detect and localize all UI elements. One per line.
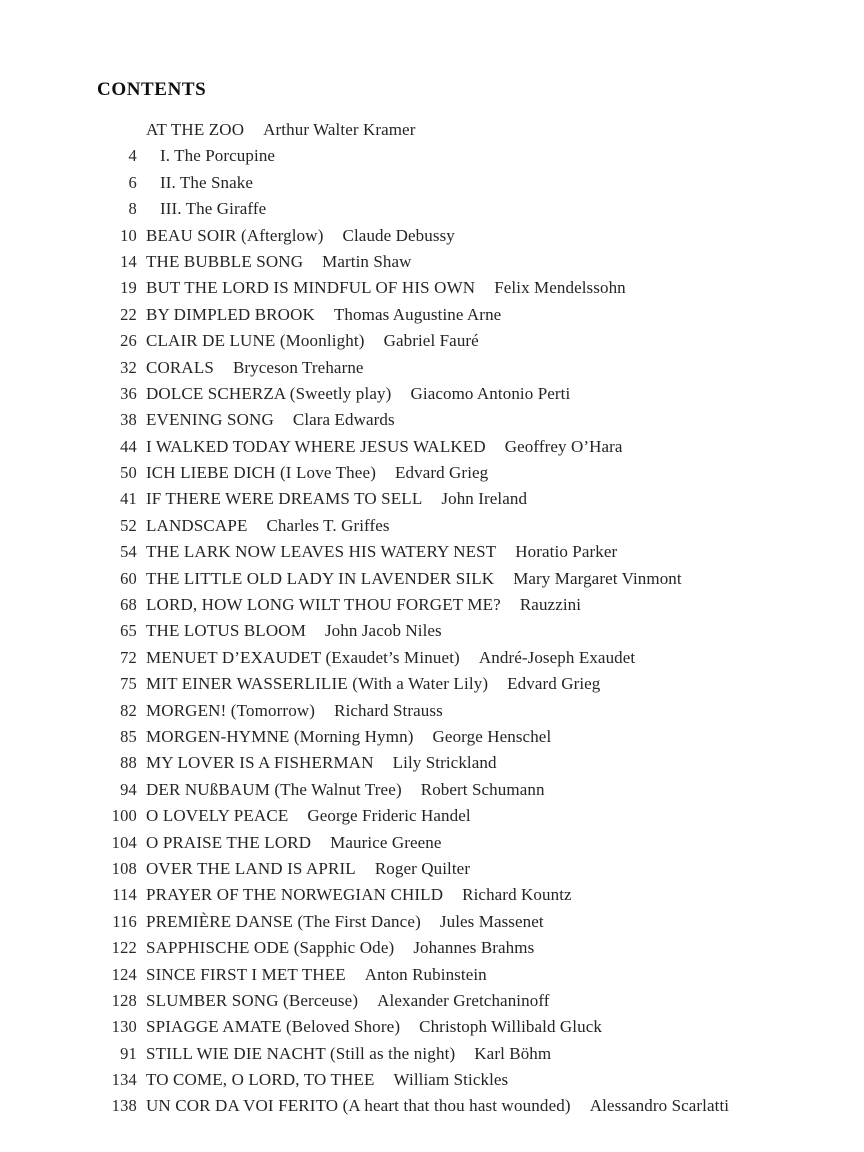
toc-entry-body <box>137 962 864 988</box>
toc-entry-composer: Jules Massenet <box>439 911 544 931</box>
toc-page-number: 38 <box>120 410 137 430</box>
toc-entry-body <box>137 882 864 908</box>
toc-entry-composer: Karl Böhm <box>474 1043 552 1063</box>
toc-entry-title: EVENING SONG <box>146 410 274 430</box>
toc-entry-title: I WALKED TODAY WHERE JESUS WALKED <box>146 436 486 456</box>
toc-entry-composer: Martin Shaw <box>322 251 412 271</box>
toc-entry-body <box>137 909 864 935</box>
toc-entry-composer: Arthur Walter Kramer <box>263 120 416 139</box>
toc-page-number: 104 <box>111 832 137 852</box>
toc-entry-body <box>137 223 864 249</box>
toc-entry-body <box>137 381 864 407</box>
toc-page-number: 60 <box>120 568 137 588</box>
toc-entry-title: THE BUBBLE SONG <box>146 251 304 271</box>
toc-page-number: 6 <box>128 172 137 192</box>
toc-entry[interactable] <box>0 724 864 750</box>
page-title: CONTENTS <box>97 79 207 100</box>
toc-entry-body <box>137 249 864 275</box>
toc-page-number: 122 <box>111 938 137 958</box>
toc-entry[interactable] <box>0 830 864 856</box>
toc-entry-body <box>137 302 864 328</box>
toc-entry[interactable] <box>0 407 864 433</box>
toc-page-number: 44 <box>120 436 137 456</box>
toc-entry-title: STILL WIE DIE NACHT (Still as the night) <box>146 1043 456 1063</box>
toc-entry-composer: Claude Debussy <box>342 225 455 245</box>
toc-entry-title: OVER THE LAND IS APRIL <box>146 858 356 878</box>
toc-page-number: 138 <box>111 1096 137 1116</box>
toc-entry-composer: Lily Strickland <box>392 753 497 773</box>
toc-entry-body <box>137 1014 864 1040</box>
toc-page-number: 134 <box>111 1070 137 1090</box>
toc-entry[interactable] <box>0 486 864 512</box>
toc-entry-body <box>137 618 864 644</box>
toc-entry-title: I. The Porcupine <box>160 146 276 166</box>
toc-page-number: 52 <box>120 515 137 535</box>
toc-entry-title: II. The Snake <box>160 172 254 192</box>
toc-entry-title: SLUMBER SONG (Berceuse) <box>146 990 359 1010</box>
toc-entry[interactable] <box>0 434 864 460</box>
toc-entry-title: THE LARK NOW LEAVES HIS WATERY NEST <box>146 542 497 562</box>
table-of-contents-list <box>0 117 864 1120</box>
toc-entry-composer: Horatio Parker <box>515 542 618 562</box>
toc-entry-composer: Anton Rubinstein <box>364 964 487 984</box>
toc-entry-title: LANDSCAPE <box>146 515 248 535</box>
toc-entry-title: MORGEN! (Tomorrow) <box>146 700 316 720</box>
toc-entry-composer: Mary Margaret Vinmont <box>513 568 682 588</box>
toc-page-number: 26 <box>120 331 137 351</box>
toc-entry-composer: Robert Schumann <box>420 779 545 799</box>
toc-entry[interactable] <box>0 460 864 486</box>
toc-page-number: 130 <box>111 1017 137 1037</box>
toc-entry[interactable] <box>0 302 864 328</box>
toc-entry-body <box>137 355 864 381</box>
toc-entry-body <box>137 1067 864 1093</box>
toc-entry[interactable] <box>0 355 864 381</box>
toc-entry-body <box>137 803 864 829</box>
toc-entry-title: ICH LIEBE DICH (I Love Thee) <box>146 463 377 483</box>
toc-entry-title: IF THERE WERE DREAMS TO SELL <box>146 489 423 509</box>
toc-page-number: 22 <box>120 304 137 324</box>
toc-entry[interactable] <box>0 1041 864 1067</box>
toc-entry-title: III. The Giraffe <box>160 199 267 219</box>
toc-entry-title: PRAYER OF THE NORWEGIAN CHILD <box>146 885 444 905</box>
toc-entry[interactable] <box>0 539 864 565</box>
toc-page-number: 4 <box>128 146 137 166</box>
toc-entry-body <box>137 645 864 671</box>
toc-entry-composer: Christoph Willibald Gluck <box>419 1017 602 1037</box>
toc-page-number: 88 <box>120 753 137 773</box>
toc-entry-body <box>137 460 864 486</box>
toc-page-number: 85 <box>120 726 137 746</box>
toc-entry-title: MIT EINER WASSERLILIE (With a Water Lily) <box>146 674 489 694</box>
toc-entry-body <box>137 566 864 592</box>
toc-entry-title: PREMIÈRE DANSE (The First Dance) <box>146 911 421 931</box>
toc-entry[interactable] <box>0 381 864 407</box>
toc-page-number: 94 <box>120 779 137 799</box>
toc-entry-composer: John Jacob Niles <box>324 621 442 641</box>
toc-entry[interactable] <box>0 856 864 882</box>
toc-page-number: 10 <box>120 225 137 245</box>
toc-entry-body <box>137 830 864 856</box>
toc-entry-composer: Clara Edwards <box>292 410 395 430</box>
toc-entry[interactable] <box>0 671 864 697</box>
toc-entry-body <box>137 1041 864 1067</box>
toc-page-number: 124 <box>111 964 137 984</box>
toc-entry-body <box>137 671 864 697</box>
toc-entry-body <box>137 856 864 882</box>
toc-entry[interactable] <box>0 592 864 618</box>
toc-entry[interactable] <box>0 618 864 644</box>
toc-entry-body <box>137 935 864 961</box>
toc-entry-body <box>137 750 864 776</box>
toc-entry-title: THE LITTLE OLD LADY IN LAVENDER SILK <box>146 568 495 588</box>
toc-entry-body <box>137 539 864 565</box>
toc-entry-body <box>137 1093 864 1119</box>
toc-entry-body <box>137 434 864 460</box>
toc-entry[interactable] <box>0 249 864 275</box>
toc-entry-title: SINCE FIRST I MET THEE <box>146 964 346 984</box>
toc-entry-title: THE LOTUS BLOOM <box>146 621 306 641</box>
toc-entry-composer: Edvard Grieg <box>395 463 489 483</box>
toc-entry-title: SAPPHISCHE ODE (Sapphic Ode) <box>146 938 395 958</box>
toc-entry-body <box>137 275 864 301</box>
toc-page-number: 100 <box>111 806 137 826</box>
toc-entry-composer: Maurice Greene <box>330 832 442 852</box>
toc-entry-body <box>137 592 864 618</box>
toc-entry-composer: Richard Kountz <box>462 885 572 905</box>
toc-entry-composer: William Stickles <box>393 1070 509 1090</box>
toc-entry-composer: Roger Quilter <box>374 858 471 878</box>
toc-entry[interactable] <box>0 143 864 169</box>
toc-entry[interactable] <box>0 988 864 1014</box>
toc-entry-body <box>137 724 864 750</box>
toc-entry-title: DER NUßBAUM (The Walnut Tree) <box>146 779 402 799</box>
toc-entry-title: CORALS <box>146 357 214 377</box>
toc-entry-body <box>137 117 864 143</box>
toc-page-number: 14 <box>120 251 137 271</box>
toc-entry[interactable] <box>0 645 864 671</box>
toc-entry-composer: George Frideric Handel <box>307 806 471 826</box>
toc-entry-composer: Alessandro Scarlatti <box>589 1096 730 1116</box>
toc-entry-title: SPIAGGE AMATE (Beloved Shore) <box>146 1017 401 1037</box>
toc-entry[interactable] <box>0 750 864 776</box>
toc-entry-composer: Charles T. Griffes <box>266 515 390 535</box>
toc-page-number: 65 <box>120 621 137 641</box>
toc-entry-title: BEAU SOIR (Afterglow) <box>146 225 324 245</box>
toc-entry-composer: Thomas Augustine Arne <box>333 304 502 324</box>
toc-page-number: 68 <box>120 595 137 615</box>
toc-entry-body <box>137 988 864 1014</box>
toc-entry-title: O LOVELY PEACE <box>146 806 289 826</box>
toc-entry-title: AT THE ZOO <box>146 120 245 139</box>
toc-entry-body <box>137 328 864 354</box>
toc-page-number: 8 <box>128 199 137 219</box>
toc-entry[interactable] <box>0 1067 864 1093</box>
toc-page-number: 50 <box>120 463 137 483</box>
toc-entry[interactable] <box>0 328 864 354</box>
toc-entry-composer: John Ireland <box>441 489 528 509</box>
toc-page-number: 41 <box>120 489 137 509</box>
toc-entry[interactable] <box>0 882 864 908</box>
toc-entry-body <box>137 777 864 803</box>
toc-entry-body <box>137 170 864 196</box>
toc-page-number: 91 <box>120 1043 137 1063</box>
toc-entry[interactable] <box>0 117 864 143</box>
toc-entry[interactable] <box>0 1014 864 1040</box>
toc-entry-composer: Rauzzini <box>519 595 582 615</box>
toc-entry[interactable] <box>0 777 864 803</box>
toc-page-number: 32 <box>120 357 137 377</box>
toc-entry-title: DOLCE SCHERZA (Sweetly play) <box>146 383 392 403</box>
toc-entry-composer: Felix Mendelssohn <box>494 278 626 298</box>
toc-entry-title: BUT THE LORD IS MINDFUL OF HIS OWN <box>146 278 476 298</box>
toc-entry-composer: André-Joseph Exaudet <box>478 647 636 667</box>
toc-entry-body <box>137 513 864 539</box>
toc-entry-composer: Geoffrey O’Hara <box>504 436 623 456</box>
toc-entry-composer: Giacomo Antonio Perti <box>410 383 571 403</box>
toc-entry[interactable] <box>0 1093 864 1119</box>
toc-entry-title: MY LOVER IS A FISHERMAN <box>146 753 374 773</box>
toc-entry[interactable] <box>0 196 864 222</box>
toc-entry-composer: Gabriel Fauré <box>383 331 479 351</box>
toc-entry-composer: Edvard Grieg <box>507 674 601 694</box>
toc-page-number: 75 <box>120 674 137 694</box>
toc-page-number: 72 <box>120 647 137 667</box>
toc-entry-body <box>137 698 864 724</box>
toc-entry[interactable] <box>0 223 864 249</box>
toc-page-number: 116 <box>112 911 137 931</box>
toc-entry-composer: Bryceson Treharne <box>232 357 364 377</box>
toc-entry-title: MENUET D’EXAUDET (Exaudet’s Minuet) <box>146 647 460 667</box>
toc-entry[interactable] <box>0 275 864 301</box>
toc-entry[interactable] <box>0 566 864 592</box>
toc-page-number: 54 <box>120 542 137 562</box>
toc-entry-title: O PRAISE THE LORD <box>146 832 312 852</box>
toc-entry-title: MORGEN-HYMNE (Morning Hymn) <box>146 726 414 746</box>
toc-entry-body <box>137 486 864 512</box>
toc-page-number: 114 <box>112 885 137 905</box>
toc-page-number: 128 <box>111 990 137 1010</box>
toc-entry[interactable] <box>0 170 864 196</box>
toc-page-number: 36 <box>120 383 137 403</box>
toc-entry-body <box>137 407 864 433</box>
toc-entry[interactable] <box>0 803 864 829</box>
toc-entry[interactable] <box>0 935 864 961</box>
toc-entry-title: CLAIR DE LUNE (Moonlight) <box>146 331 365 351</box>
toc-entry-title: LORD, HOW LONG WILT THOU FORGET ME? <box>146 595 501 615</box>
toc-entry[interactable] <box>0 698 864 724</box>
toc-page-number: 19 <box>120 278 137 298</box>
toc-entry[interactable] <box>0 962 864 988</box>
toc-entry[interactable] <box>0 513 864 539</box>
toc-entry-title: TO COME, O LORD, TO THEE <box>146 1070 375 1090</box>
toc-entry-body <box>137 143 864 169</box>
toc-entry-composer: George Henschel <box>432 726 552 746</box>
toc-entry-body <box>137 196 864 222</box>
toc-page-number: 82 <box>120 700 137 720</box>
toc-page-number: 108 <box>111 858 137 878</box>
toc-entry-title: UN COR DA VOI FERITO (A heart that thou hast wounded) <box>146 1096 571 1116</box>
toc-entry-composer: Johannes Brahms <box>413 938 535 958</box>
toc-entry-composer: Richard Strauss <box>334 700 443 720</box>
toc-entry-title: BY DIMPLED BROOK <box>146 304 315 324</box>
toc-entry-composer: Alexander Gretchaninoff <box>377 990 550 1010</box>
toc-entry[interactable] <box>0 909 864 935</box>
